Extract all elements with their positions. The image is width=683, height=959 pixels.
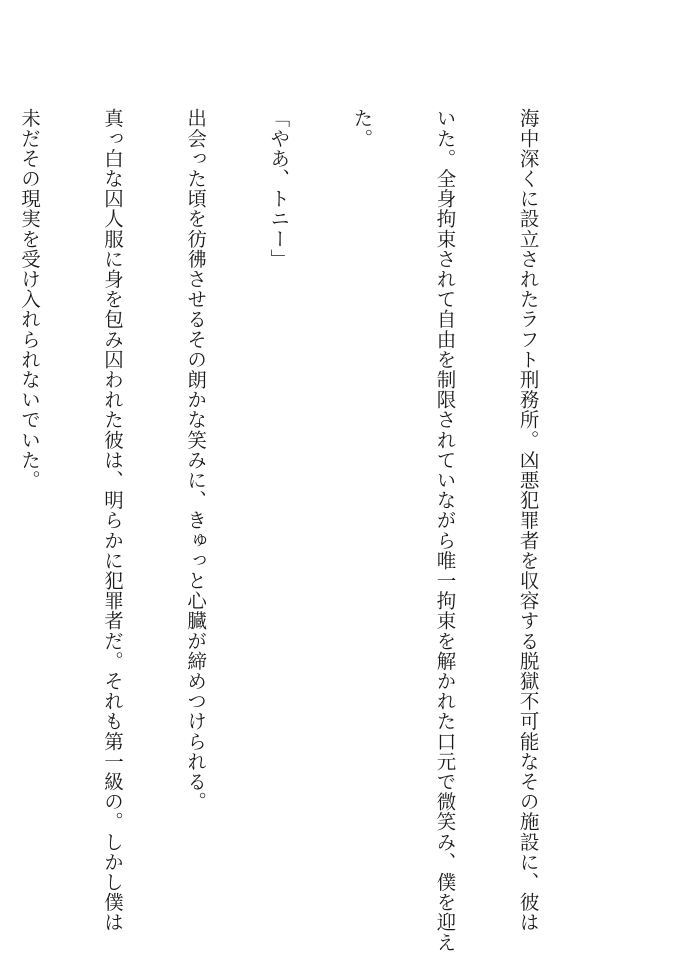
text-line: 海中深くに設立されたラフト刑務所。凶悪犯罪者を収容する脱獄不可能なその施設に、彼は <box>516 108 540 933</box>
text-line: 真っ白な囚人服に身を包み囚われた彼は、明らかに犯罪者だ。それも第一級の。しかし僕は <box>101 108 125 933</box>
text-line: 未だその現実を受け入れられないでいた。 <box>17 108 41 490</box>
text-line: た。 <box>350 108 374 149</box>
text-line: いた。全身拘束されて自由を制限されていながら唯一拘束を解かれた口元で微笑み、僕を迎え <box>433 108 457 953</box>
vertical-text-body <box>0 108 597 953</box>
text-line: 「やあ、トニー」 <box>267 108 291 269</box>
text-line: 出会った頃を彷彿させるその朗かな笑みに、きゅっと心臓が締めつけられる。 <box>184 108 208 812</box>
